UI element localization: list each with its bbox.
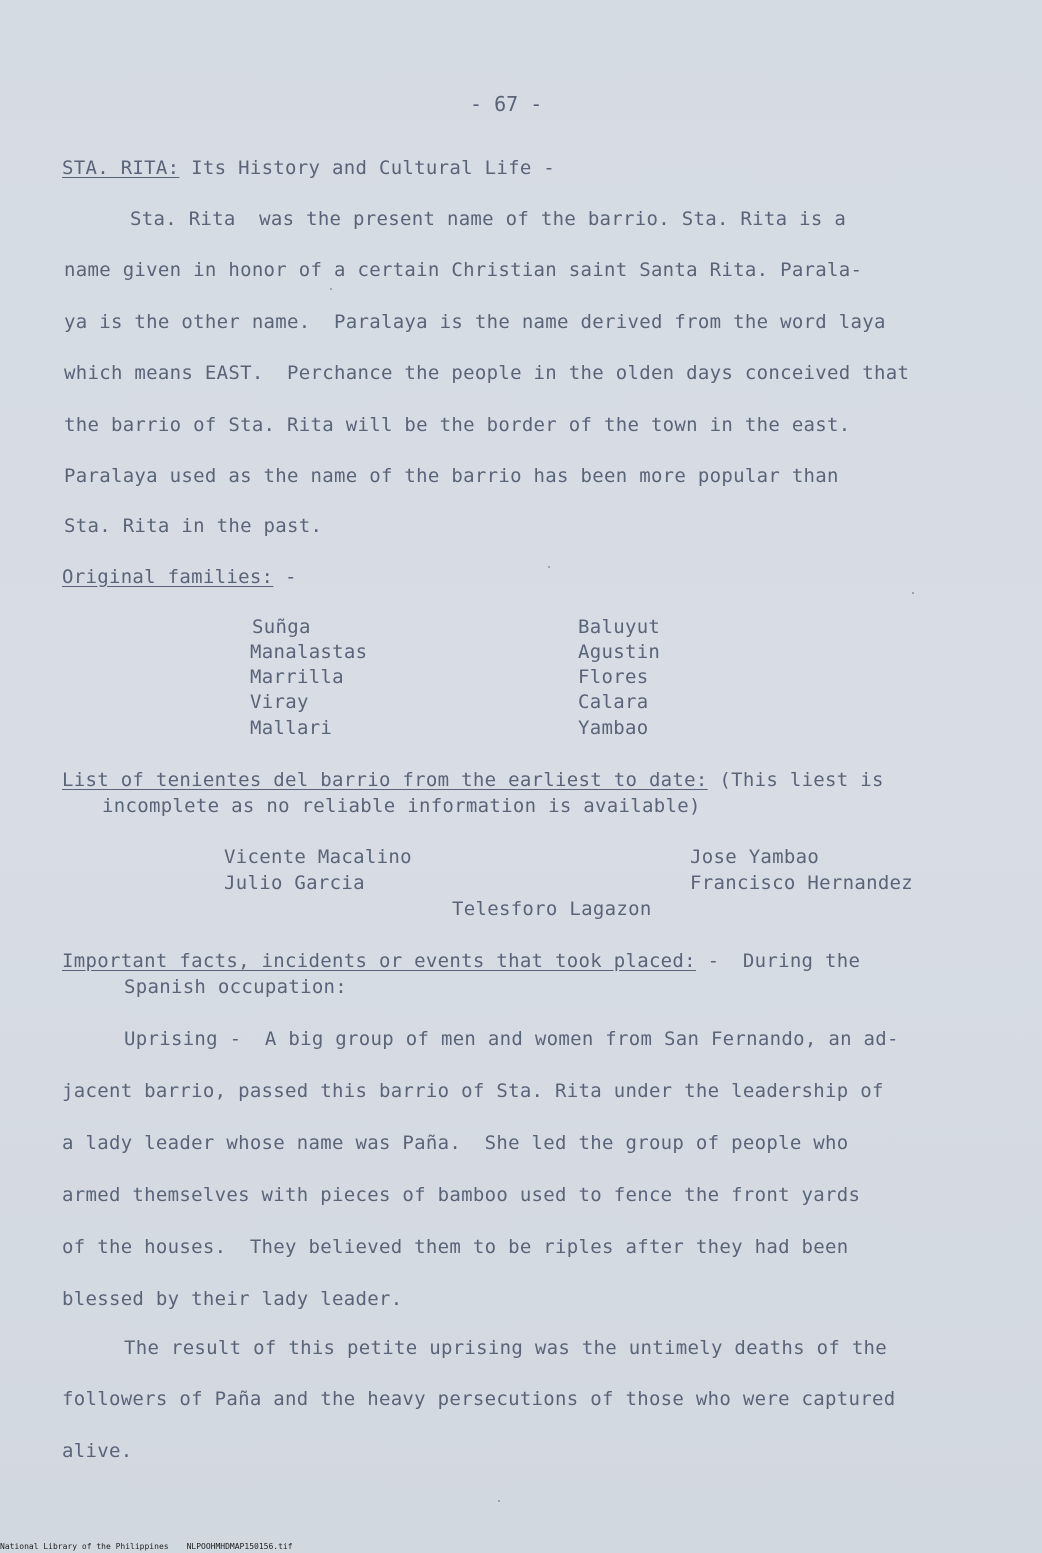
family-name: Manalastas [250, 641, 368, 663]
families-heading [62, 566, 297, 588]
teniente-name: Francisco Hernandez [690, 872, 914, 894]
footer-library: National Library of the Philippines [0, 1542, 169, 1551]
paragraph2-line: of the houses. They believed them to be riples after they had been [62, 1236, 849, 1258]
tenientes-heading [62, 769, 884, 791]
tenientes-heading-title: List of tenientes del barrio from the earliest to date: [62, 769, 708, 791]
scan-speck [330, 288, 332, 290]
section-heading [62, 157, 555, 179]
facts-heading [62, 950, 860, 972]
paragraph2-line: Uprising - A big group of men and women from San Fernando, an ad- [124, 1028, 899, 1050]
family-name: Marrilla [250, 666, 344, 688]
paragraph2-line: a lady leader whose name was Paña. She led the group of people who [62, 1132, 849, 1154]
section-heading-subtitle: Its History and Cultural Life - [179, 157, 556, 179]
family-name: Mallari [250, 717, 333, 739]
family-name: Flores [578, 666, 649, 688]
scan-footer [0, 1542, 311, 1551]
paragraph2-line: jacent barrio, passed this barrio of Sta. Rita under the leadership of [62, 1080, 884, 1102]
scan-speck [548, 566, 550, 568]
paragraph1-line: which means EAST. Perchance the people in the olden days conceived that [64, 362, 910, 384]
facts-heading-title: Important facts, incidents or events that took placed: [62, 950, 696, 972]
family-name: Viray [250, 691, 309, 713]
paragraph3-line: alive. [62, 1440, 133, 1462]
families-heading-dash: - [273, 566, 297, 588]
paragraph1-line: the barrio of Sta. Rita will be the border of the town in the east. [64, 414, 851, 436]
scan-speck [912, 592, 914, 594]
teniente-name: Jose Yambao [690, 846, 820, 868]
paragraph1-line: Paralaya used as the name of the barrio has been more popular than [64, 465, 839, 487]
family-name: Yambao [578, 717, 649, 739]
paragraph3-line: followers of Paña and the heavy persecutions of those who were captured [62, 1388, 896, 1410]
scan-speck [498, 1500, 500, 1502]
paragraph1-line: name given in honor of a certain Christian saint Santa Rita. Parala- [64, 259, 863, 281]
facts-heading-line2: Spanish occupation: [124, 976, 348, 998]
paragraph1-line: Sta. Rita in the past. [64, 515, 323, 537]
teniente-name: Telesforo Lagazon [452, 898, 652, 920]
teniente-name: Julio Garcia [224, 872, 365, 894]
paragraph2-line: blessed by their lady leader. [62, 1288, 403, 1310]
tenientes-heading-note: (This liest is [707, 769, 884, 791]
family-name: Baluyut [578, 616, 661, 638]
footer-file: NLPOOHMHDMAP150156.tif [186, 1542, 293, 1551]
paragraph1-line: Sta. Rita was the present name of the barrio. Sta. Rita is a [130, 208, 847, 230]
section-heading-title: STA. RITA: [62, 157, 180, 179]
families-heading-title: Original families: [62, 566, 274, 588]
paragraph2-line: armed themselves with pieces of bamboo used to fence the front yards [62, 1184, 861, 1206]
paragraph1-line: ya is the other name. Paralaya is the name derived from the word laya [64, 311, 886, 333]
paragraph3-line: The result of this petite uprising was the untimely deaths of the [124, 1337, 888, 1359]
family-name: Agustin [578, 641, 661, 663]
family-name: Calara [578, 691, 649, 713]
teniente-name: Vicente Macalino [224, 846, 412, 868]
facts-heading-rest: - During the [695, 950, 861, 972]
tenientes-heading-line2: incomplete as no reliable information is available) [102, 795, 701, 817]
page-number: - 67 - [470, 92, 543, 116]
family-name: Suñga [252, 616, 311, 638]
